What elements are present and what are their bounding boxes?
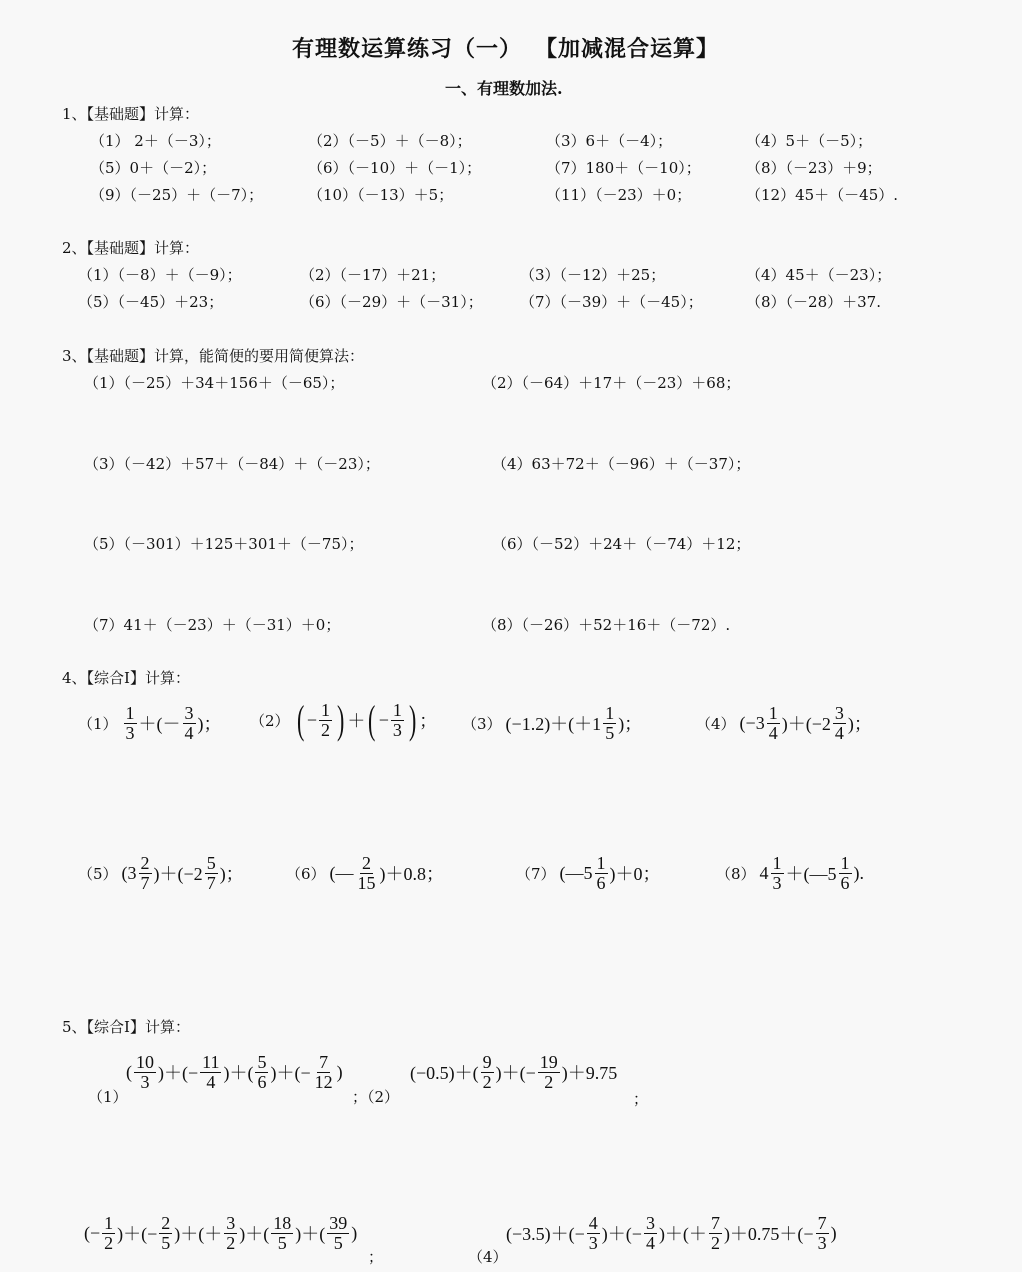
q1-item: （4）5＋（－5）；	[746, 132, 873, 150]
q1-item: （8）（－23）＋9；	[746, 159, 882, 177]
q2-item: （1）（－8）＋（－9）；	[78, 266, 242, 284]
q1-item: （2）（－5）＋（－8）；	[308, 132, 472, 150]
q1-item: （6）（－10）＋（－1）；	[308, 159, 482, 177]
q4-problem-1: （1） $\frac{1}{3}$ ＋(－ $\frac{3}{4}$ )；	[78, 703, 222, 743]
q2-item: （3）（－12）＋25；	[520, 266, 666, 284]
q5-problem-4: (−3.5)＋(− $\frac{4}{3}$ )＋(− $\frac{3}{4}$ )＋(＋ $\frac{7}{2}$ )＋0.75＋(− $\frac{7}{3}$ )	[506, 1213, 837, 1253]
q2-heading: 2、【基础题】计算：	[62, 239, 200, 257]
q4-problem-4: （4） (−3 $\frac{1}{4}$ )＋(−2 $\frac{3}{4}$ )；	[696, 703, 872, 743]
q1-heading: 1、【基础题】计算：	[62, 105, 200, 123]
q3-heading: 3、【基础题】计算，能简便的要用简便算法：	[62, 347, 365, 365]
q2-item: （4）45＋（－23）；	[746, 266, 892, 284]
q1-item: （9）（－25）＋（－7）；	[90, 186, 264, 204]
q3-item: （1）（－25）＋34＋156＋（－65）；	[84, 374, 345, 392]
q5-problem-1: ( $\frac{10}{3}$ )＋(− $\frac{11}{4}$ )＋( $\frac{5}{6}$ )＋(− $\frac{7}{12}$ )	[126, 1052, 343, 1092]
q1-item: （11）（－23）＋0；	[546, 186, 692, 204]
q5-label-2: ；（2）	[352, 1088, 400, 1106]
q1-item: （5）0＋（－2）；	[90, 159, 217, 177]
q5-problem-2: (−0.5)＋( $\frac{9}{2}$ )＋(− $\frac{19}{2}$ )＋9.75	[410, 1052, 618, 1092]
q1-item: （10）（－13）＋5；	[308, 186, 454, 204]
q5-label-4: （4）	[468, 1248, 508, 1266]
q4-problem-8: （8） 4 $\frac{1}{3}$ ＋(—5 $\frac{1}{6}$ ).	[716, 853, 865, 893]
q4-heading: 4、【综合Ⅰ】计算：	[62, 669, 190, 687]
q2-item: （6）（－29）＋（－31）；	[300, 293, 483, 311]
q1-item: （7）180＋（－10）；	[546, 159, 701, 177]
q4-problem-6: （6） (— $\frac{2}{15}$ )＋0.8；	[286, 853, 445, 893]
q4-problem-3: （3） (−1.2)＋(＋1 $\frac{1}{5}$ )；	[462, 703, 643, 743]
q5-problem-3: (− $\frac{1}{2}$ )＋(− $\frac{2}{5}$ )＋(＋ $\frac{3}{2}$ )＋( $\frac{18}{5}$ )＋( $\frac{39}{5}$ )	[84, 1213, 358, 1253]
q4-problem-5: （5） (3 $\frac{2}{7}$ )＋(−2 $\frac{5}{7}$ )；	[78, 853, 244, 893]
q4-problem-2: （2） ( − $\frac{1}{2}$ ) ＋ ( − $\frac{1}{3}$ ) ；	[250, 697, 438, 742]
q2-item: （2）（－17）＋21；	[300, 266, 446, 284]
q3-item: （6）（－52）＋24＋（－74）＋12；	[492, 535, 751, 553]
q4-problem-7: （7） (—5 $\frac{1}{6}$ )＋0；	[516, 853, 661, 893]
title-tag: 【加减混合运算】	[546, 36, 720, 62]
q3-item: （7）41＋（－23）＋（－31）＋0；	[84, 616, 341, 634]
q3-item: （8）（－26）＋52＋16＋（－72）.	[482, 616, 731, 634]
q5-label-1: （1）	[88, 1088, 128, 1106]
q1-item: （12）45＋（－45）.	[746, 186, 899, 204]
q1-item: （3）6＋（－4）；	[546, 132, 673, 150]
q5-semicolon-3: ；	[368, 1248, 384, 1266]
section-heading: 一、有理数加法.	[445, 79, 563, 98]
q5-semicolon-2: ；	[633, 1090, 649, 1108]
q3-item: （5）（－301）＋125＋301＋（－75）；	[84, 535, 364, 553]
title-text: 有理数运算练习（一）	[292, 36, 523, 62]
page-title	[292, 32, 719, 63]
q2-item: （5）（－45）＋23；	[78, 293, 224, 311]
q5-heading: 5、【综合Ⅰ】计算：	[62, 1018, 190, 1036]
q3-item: （4）63＋72＋（－96）＋（－37）；	[492, 455, 751, 473]
q3-item: （3）（－42）＋57＋（－84）＋（－23）；	[84, 455, 380, 473]
q1-item: （1） 2＋（－3）；	[90, 132, 221, 150]
q3-item: （2）（－64）＋17＋（－23）＋68；	[482, 374, 741, 392]
q2-item: （7）（－39）＋（－45）；	[520, 293, 703, 311]
q2-item: （8）（－28）＋37.	[746, 293, 881, 311]
